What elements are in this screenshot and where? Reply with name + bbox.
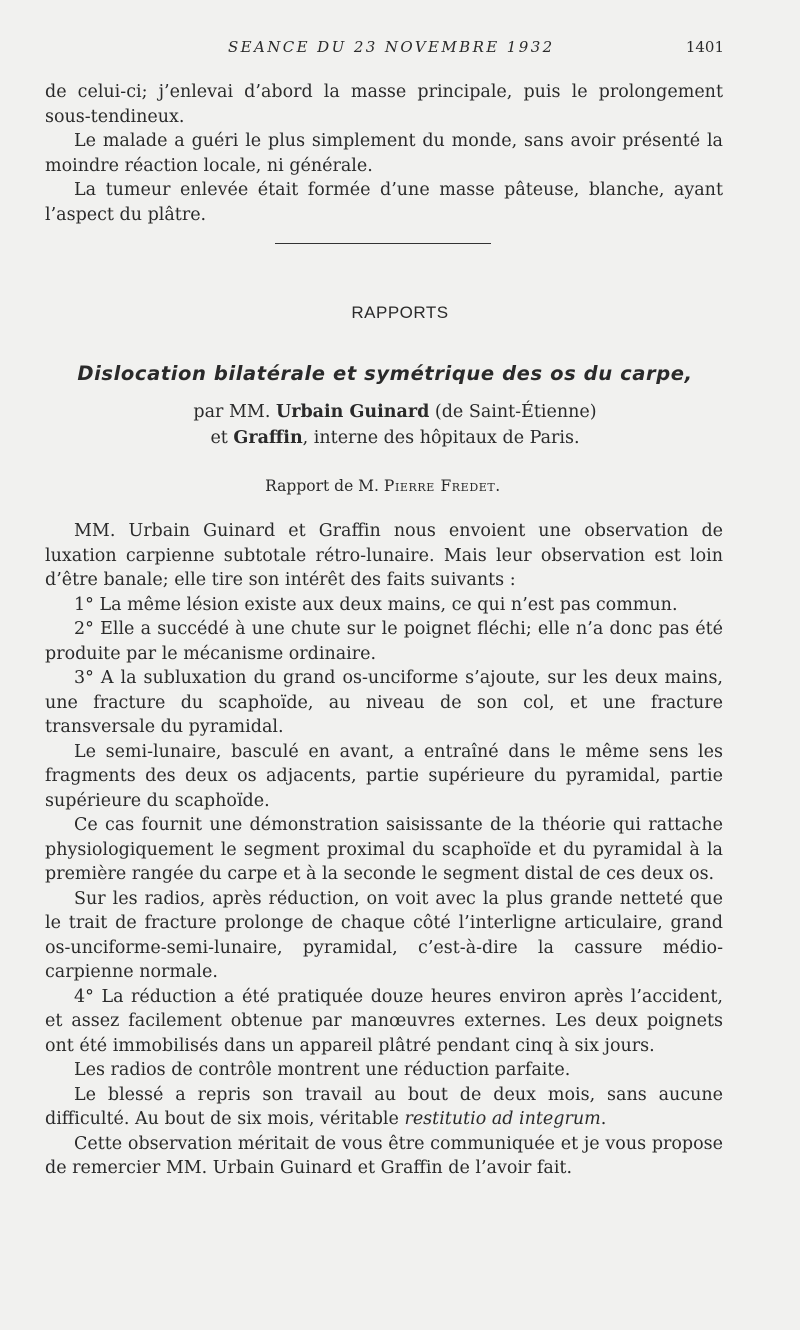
- intro-text: [45, 80, 723, 227]
- latin-phrase: restitutio ad integrum: [404, 1109, 601, 1129]
- paragraph: 4° La réduction a été pratiquée douze heures environ après l’accident, et assez facilement obtenue par manœuvres externes. Les deux poignets ont été immobilisés dans un appareil plâtré pendant cinq à six jours.: [45, 986, 723, 1056]
- paragraph: 2° Elle a succédé à une chute sur le poignet fléchi; elle n’a donc pas été produite par le mécanisme ordinaire.: [45, 619, 723, 664]
- text-run: .: [600, 1109, 607, 1129]
- author-affiliation: (de Saint-Étienne): [434, 402, 597, 422]
- paragraph: Les radios de contrôle montrent une réduction parfaite.: [74, 1060, 571, 1080]
- paragraph: Sur les radios, après réduction, on voit avec la plus grande netteté que le trait de fracture prolonge de chaque côté l’interligne articulaire, grand os-unciforme-semi-lunaire, pyramidal, c’est-à-dire la cassure médio-carpienne normale.: [45, 888, 723, 982]
- paragraph: Le semi-lunaire, basculé en avant, a entraîné dans le même sens les fragments des deux os adjacents, partie supérieure du pyramidal, partie supérieure du scaphoïde.: [45, 741, 723, 811]
- paragraph: Le malade a guéri le plus simplement du monde, sans avoir présenté la moindre réaction locale, ni générale.: [45, 131, 723, 176]
- paragraph: 3° A la subluxation du grand os-unciforme s’ajoute, sur les deux mains, une fracture du scaphoïde, au niveau de son col, et une fracture transversale du pyramidal.: [45, 668, 723, 737]
- byline-line-2: [0, 428, 790, 448]
- author-name: Urbain Guinard: [275, 402, 430, 422]
- report-prefix: Rapport de M.: [265, 477, 379, 495]
- paragraph: La tumeur enlevée était formée d’une masse pâteuse, blanche, ayant l’aspect du plâtre.: [45, 180, 723, 225]
- reporter-name: Pierre Fredet.: [383, 477, 501, 495]
- paragraph: [45, 1083, 723, 1132]
- paragraph: Ce cas fournit une démonstration saisissante de la théorie qui rattache physiologiquement le segment proximal du scaphoïde et du pyramidal à la première rangée du carpe et à la seconde le segment distal de ces deux os.: [45, 815, 723, 884]
- paragraph: Cette observation méritait de vous être communiquée et je vous propose de remercier MM. Urbain Guinard et Graffin de l’avoir fait.: [45, 1133, 723, 1178]
- paragraph: de celui-ci; j’enlevai d’abord la masse principale, puis le prolongement sous-tendineux.: [45, 82, 723, 127]
- paragraph: 1° La même lésion existe aux deux mains, ce qui n’est pas commun.: [74, 594, 678, 615]
- section-divider: [275, 243, 491, 244]
- text-run: Le blessé a repris son travail au bout de deux mois, sans aucune difficulté. Au bout de six mois, véritable: [45, 1084, 723, 1129]
- page-number: 1401: [685, 38, 724, 56]
- report-attribution: [0, 477, 766, 495]
- byline-connector: et: [210, 428, 228, 448]
- byline-line-1: [0, 402, 790, 422]
- section-heading: RAPPORTS: [351, 303, 449, 322]
- byline-prefix: par MM.: [193, 402, 271, 422]
- author-role: , interne des hôpitaux de Paris.: [302, 428, 580, 448]
- article-title: Dislocation bilatérale et symétrique des os du carpe,: [77, 362, 693, 385]
- report-body: [45, 519, 723, 1181]
- running-head-title: SEANCE DU 23 NOVEMBRE 1932: [228, 38, 555, 56]
- author-name: Graffin: [233, 428, 303, 448]
- running-head: [0, 38, 800, 58]
- paragraph: MM. Urbain Guinard et Graffin nous envoient une observation de luxation carpienne subtotale rétro-lunaire. Mais leur observation est loin d’être banale; elle tire son intérêt des faits suivants :: [45, 521, 723, 590]
